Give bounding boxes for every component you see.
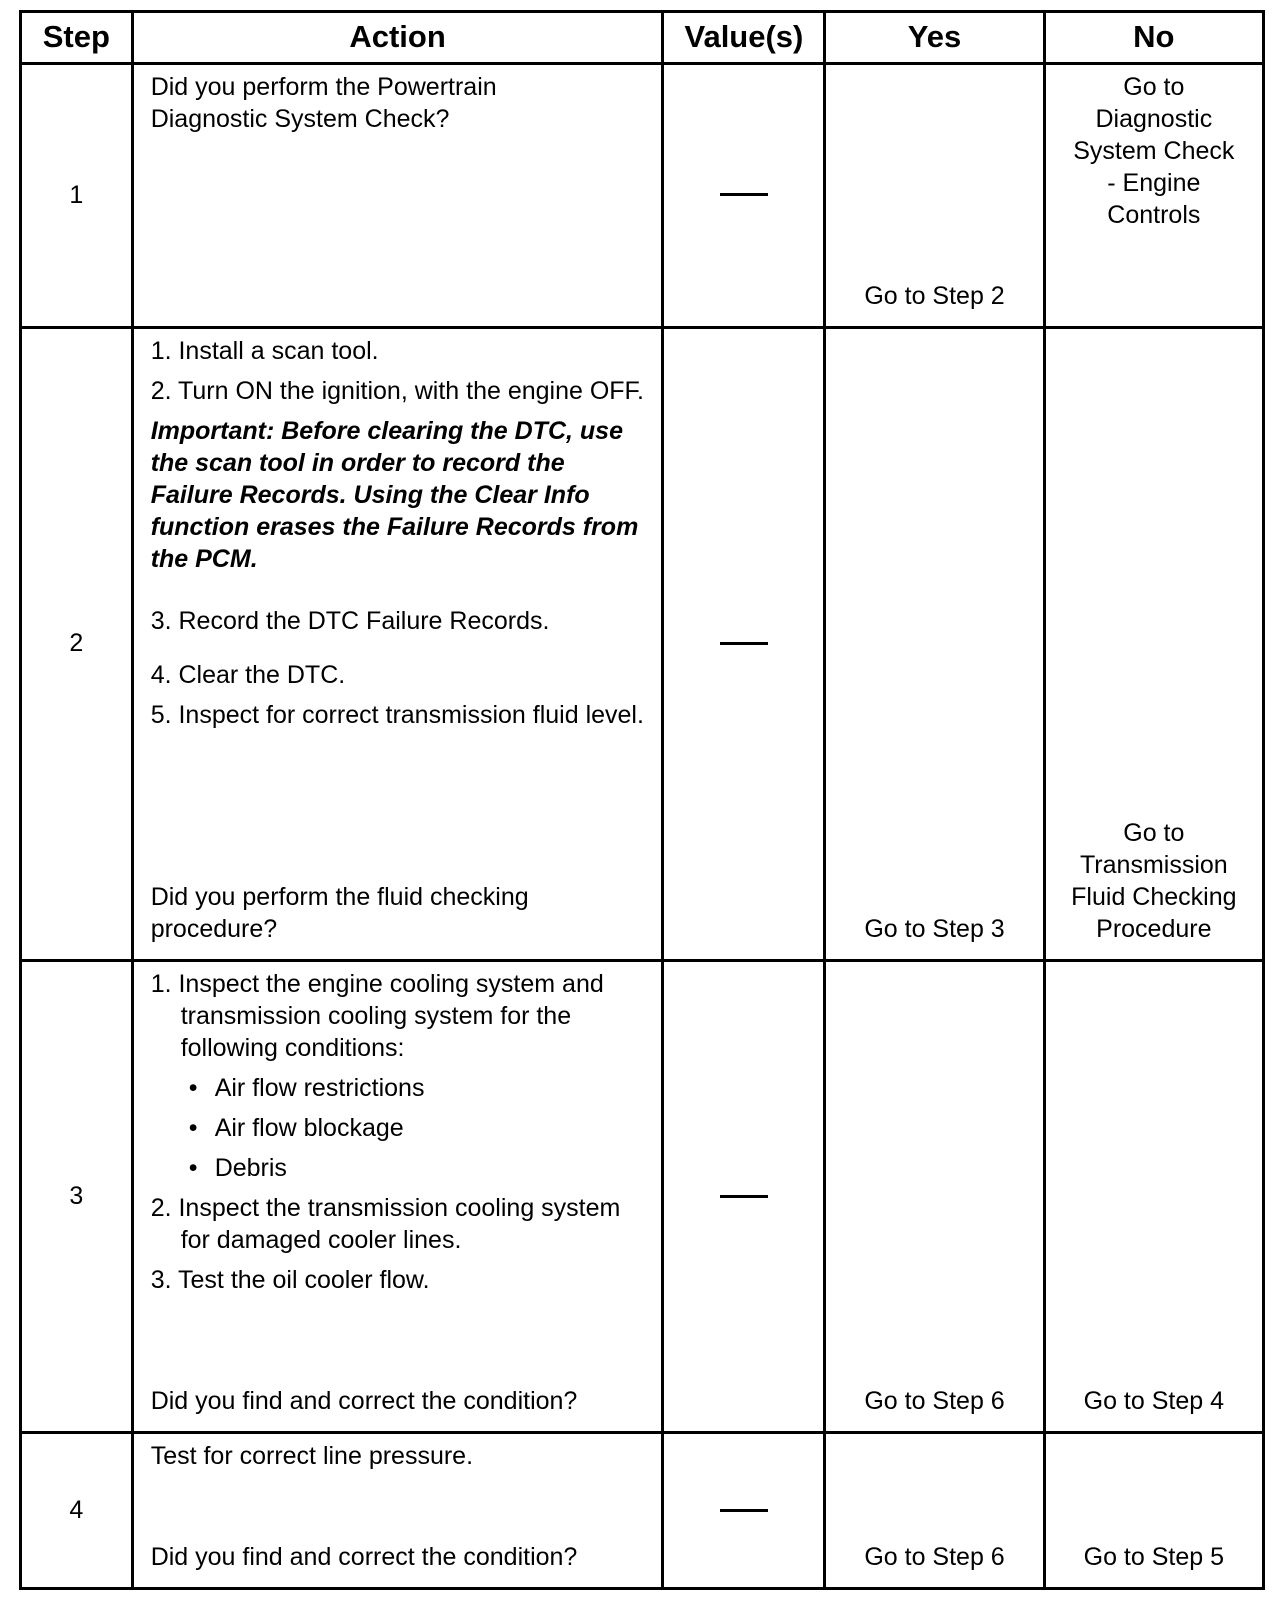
- value-dash: [720, 642, 768, 645]
- action-item: 2. Turn ON the ignition, with the engine OFF.: [150, 376, 644, 405]
- table-row-step-1: [21, 63, 1264, 327]
- no-line: Controls: [1107, 200, 1201, 229]
- action-question: Did you perform the fluid checking procedure?: [150, 882, 529, 943]
- no-line: Transmission: [1079, 850, 1228, 879]
- action-question: Did you find and correct the condition?: [150, 1387, 578, 1416]
- action-item: 4. Clear the DTC.: [150, 660, 346, 689]
- step-number: 4: [21, 1433, 133, 1589]
- action-cell: [132, 63, 663, 327]
- diagnostic-table: [19, 10, 1265, 1590]
- value-dash: [720, 193, 768, 196]
- important-note: Important: Before clearing the DTC, use the scan tool in order to record the Failure Records. Using the Clear Info function erases the Failure Records from the PCM.: [150, 416, 639, 573]
- no-line: System Check: [1073, 136, 1235, 165]
- action-cell: [132, 327, 663, 960]
- yes-text: Go to Step 3: [864, 914, 1005, 943]
- header-row: [21, 12, 1264, 64]
- action-item: 1. Inspect the engine cooling system and transmission cooling system for the following conditions:: [150, 969, 604, 1062]
- no-line: Go to: [1123, 818, 1185, 847]
- value-cell: [663, 1433, 825, 1589]
- bullet-text: Air flow blockage: [214, 1113, 404, 1142]
- no-line: Fluid Checking: [1071, 882, 1237, 911]
- no-text: Go to Step 5: [1083, 1543, 1225, 1571]
- value-cell: [663, 63, 825, 327]
- action-item: 2. Inspect the transmission cooling system for damaged cooler lines.: [150, 1193, 621, 1254]
- no-line: - Engine: [1107, 168, 1201, 197]
- yes-cell: [825, 63, 1044, 327]
- value-cell: [663, 960, 825, 1432]
- no-cell: [1044, 1433, 1263, 1589]
- bullet-item: • Air flow restrictions: [188, 1073, 425, 1102]
- no-cell: [1044, 63, 1263, 327]
- action-item: 5. Inspect for correct transmission fluid level.: [150, 700, 644, 729]
- header-values: Value(s): [663, 12, 825, 64]
- yes-cell: [825, 960, 1044, 1432]
- no-text: Go to Step 4: [1083, 1387, 1225, 1416]
- header-yes: Yes: [825, 12, 1044, 64]
- value-dash: [720, 1509, 768, 1512]
- yes-text: Go to Step 6: [864, 1387, 1005, 1416]
- value-dash: [720, 1195, 768, 1198]
- header-action: Action: [132, 12, 663, 64]
- header-no: No: [1044, 12, 1263, 64]
- yes-cell: [825, 1433, 1044, 1589]
- no-line: Procedure: [1096, 914, 1212, 943]
- step-number: 1: [21, 63, 133, 327]
- table-row-step-3: [21, 960, 1264, 1432]
- no-cell: [1044, 327, 1263, 960]
- action-item: 3. Test the oil cooler flow.: [150, 1265, 430, 1294]
- no-line: Go to: [1123, 72, 1185, 101]
- bullet-text: Debris: [214, 1153, 287, 1182]
- step-number: 2: [21, 327, 133, 960]
- action-item: 3. Record the DTC Failure Records.: [150, 606, 550, 635]
- no-text: [1046, 817, 1262, 945]
- bullet-item: • Debris: [188, 1153, 287, 1182]
- bullet-text: Air flow restrictions: [214, 1073, 425, 1102]
- yes-text: Go to Step 2: [864, 281, 1005, 310]
- action-cell: [132, 960, 663, 1432]
- table-row-step-2: [21, 327, 1264, 960]
- yes-text: Go to Step 6: [864, 1543, 1005, 1571]
- no-line: Diagnostic: [1095, 104, 1213, 133]
- bullet-item: • Air flow blockage: [188, 1113, 404, 1142]
- action-text: Test for correct line pressure.: [150, 1442, 474, 1471]
- value-cell: [663, 327, 825, 960]
- yes-cell: [825, 327, 1044, 960]
- table-row-step-4: [21, 1433, 1264, 1589]
- no-cell: [1044, 960, 1263, 1432]
- step-number: 3: [21, 960, 133, 1432]
- action-text: Did you perform the Powertrain: [150, 72, 497, 101]
- action-question: Did you find and correct the condition?: [150, 1543, 578, 1571]
- action-text: Diagnostic System Check?: [150, 104, 450, 133]
- action-cell: [132, 1433, 663, 1589]
- action-item: 1. Install a scan tool.: [150, 336, 379, 365]
- no-text: [1046, 71, 1262, 231]
- header-step: Step: [21, 12, 133, 64]
